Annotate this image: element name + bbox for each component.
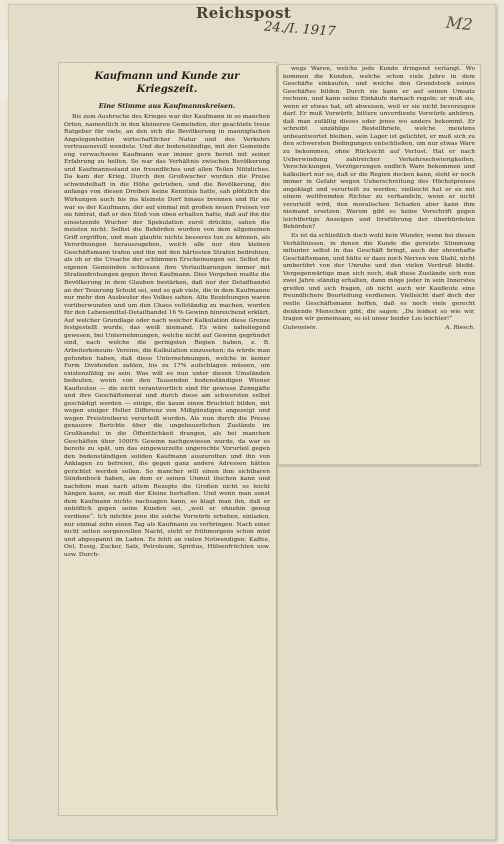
article-title [64, 70, 270, 96]
signature-author: A. Riesch. [445, 324, 475, 331]
article-paragraph: Bis zum Ausbruche des Krieges war der Kaufmann in so manchen Orten, namentlich in den kleineren Gemeinden, der geachtete treue Ratgeber für viele, an den sich die Bevölkerung in mannigfachen Angelegenheiten wirtschaftlicher Natur und des Verkehrs vertrauensvoll wendete. Und der bodenständige, mit der Gemeinde eng verwachsene Kaufmann war immer gern bereit mit seiner Erfahrung zu helfen. So war das Verhältnis zwischen Bevölkerung und Kaufmannsstand ein freundliches und allen Teilen Nützliches. Da kam der Krieg. Durch den Großwucher wurden die Preise schwindelhaft in die Höhe getrieben, und die Bevölkerung, die anfangs von diesen Dreiben keine Kenntnis hatte, sah plötzlich die Wirkungen auch bis ins kleinste Dorf hinaus brennen und für sie war es der Kaufmann, der auf einmal mit großen neuen Preisen vor sie hintrat, daß er den Stoß von oben erhalten hatte, daß auf ihn die einsetzende Wucher der Spekulation zurst drückte, sahen die meisten nicht. Selbst die Behörden wurden von dem allgemeinen Griff ergriffen, und man glaubte nichts besseres tun zu können, als Verordnungen herauszugeben, welch alle nur den kleinen Geschäftsmann trafen und ihn mit den härtesten Strafen bedrohten, als ob er die Ursache der schlimmen Erscheinungen sei. Selbst die eigenen Gemeinden schlossen ihre Verlautbarungen immer mit Strafandrohungen gegen ihren Kaufmann. Dies Vorgehen mußte die Bevölkerung in dem Glauben bestärken, daß nur der Detailhandel an der Teuerung Schuld sei, und so gab viele, die in dem Kaufmanne nur mehr den Ausbeuter des Volkes sahen. Alte Beziehungen waren vorüberwunden und um den Chaos vollständig zu machen, wurden für den Lebensmittel-Detailhandel 16 % Gewinn hinreichend erklärt. Auf welcher Grundlage oder nach welcher Kalkulation diese Grenze festgestellt wurde, das weiß niemand. Es wäre naheliegend gewesen, bei Unternehmungen, welche nicht auf Gewinn gegründet sind, nach welche die geringsten Regien haben, z. B. Arbeiterkonsum- Vereine, die Kalkulation einzusehen; da würde man gefunden haben, daß diese Unternehmungen, welche in keiner Form Dividenden zahlen, bis zu 17% aufschlagen müssen, um existenzfähig zu sein. Was will es nun unter diesen Umständen bedeuten, wenn von den Tausenden bodenständigen Wiener Kaufleuten — die nicht verantwortlich sind für gewisse Zunngäfte und ihre Geschäftsmoral und durch diese am schwersten selbst geschädigt werden — einige, die kaum einen Bruchteil bilden, mit wegen einiger Heller Differenz von Mißgünstigen angezeigt und wegen Preistreiberei verurteilt wurden. Als nun durch die Presse genauere Berichte über die ungeheuerlichen Zustände im Großhandel in die Öffentlichkeit drangen, als bei manchen Geschäften über 1000% Gewinn nachgewiesen wurde, da war es bereits zu spät, um das eingewurzelte ungerechte Vorurteil gegen den bodenständigen soliden Kaufmann auszurotten und ihn von Anklagen zu befreien, die gegen ganz andere Adressen hätten gerichtet werden sollen. So mancher will einen ihm sichtbaren Sündenbock haben, an dem er seinen Unmut löschen kann und nachdem man nach altem Rezepte die Großen nicht so leicht hängen kann, so muß der Kleine herhalten. Und wenn man sonst dem Kaufmann nichts nachsagen kann, so klagt man ihn, daß er unhöflich gegen seine Kunden sei, „weil er ohnehin genug verdiene“. Ich möchte jene die solche Vorwürfe erheben, einladen, nur einmal zehn einen Tag als Kaufmann zu verbringen. Nach einer nicht selten sorgenvollen Nacht, steht er frühmorgens schon müd und abgespannt im Laden. Es fehlt an vielen Notwendigen: Kaffee, Oel, Essig, Zucker, Salz, Petroleum, Spiritus, Hülsenfrüchten usw. usw. Durch- [64, 114, 271, 558]
newspaper-masthead: Reichspost [196, 4, 292, 22]
article-paragraph: wegs Waren, welche jede Kunde dringend verlangt. Wo kommen die Kunden, welche schon viele Jahre in dem Geschäfte einkaufen, und welche den Grundstock seines Geschäftes bilden. Durch sie kann er auf seinen Umsatz rechnen, und kann seine Einkäufe darnach regeln; er muß sie, wenn er etwas hat, oft abweisen, weil er sie nicht bevorzugen darf. Er muß Vorwürfe, bittere unverdiente Vorwürfe anhören, daß man zufällig dieses oder jenes wo anders bekommt. Er schreibt unzählige Bestellbriefe, welche meistens unbeantwortet bleiben, sein Lager ist gelichtet, er muß sich zu den schwersten Bedingungen entschließen, um nur etwas Ware zu bekommen, ohne Rücksicht auf Verlust. Hat er nach Ueberwindung zahlreicher Verkehrsschwierigkeiten, Verschickungen, Verzögerungen endlich Ware bekommen und kalkuliert nur so, daß er die Regien decken kann, steht er noch immer in Gefahr wegen Ueberschreitung des Höchstpreises angeklagt und verurteilt zu werden; vielleicht hat er es mit einem weltfremden Richter zu verhandeln, wenn er nicht verurteilt wird, den moralischen Schaden aber kann ihm niemand ersetzen. Warum gibt es keine Vorschrift gegen leichtfertige Anzeigen und Irreführung der überbürdeten Behörden? [283, 66, 475, 231]
article-body-left [64, 114, 270, 559]
handwritten-date: 24./I. 1917 [263, 19, 336, 40]
clipping-bottom-edge [278, 464, 479, 467]
sheet-edge [0, 40, 8, 100]
article-body-right [283, 66, 475, 332]
handwritten-archive-mark: M2 [445, 12, 474, 35]
article-title-line-1: Kaufmann und Kunde zur [94, 71, 240, 82]
article-title-line-2: Kriegszeit. [136, 84, 198, 95]
article-subtitle: Eine Stimme aus Kaufmannskreisen. [98, 102, 236, 110]
article-signature [283, 325, 475, 333]
signature-place: Gutenstein. [283, 324, 318, 331]
article-paragraph: Es ist da schließlich doch wohl kein Wunder, wenn bei diesen Verhältnissen, in denen die Kunde die gereizte Stimmung mitunter selbst in das Geschäft bringt, auch der ehrenhafte Geschäftsmann, und hätte er dazu noch Nerven von Stahl, nicht umberührt von der Unruhe und den vielen Verdruß bleibt. Vergegenwärtige man sich noch, daß diese Zustände sich nun zwei Jahre ständig erhalten, dann möge jeder in sein Innerstes greifen und sich fragen, ob nicht auch wir Kaufleute eine freundlichere Beurteilung verdienen. Vielleicht darf doch der reelle Geschäftsmann hoffen, daß es noch viele gerecht denkende Menschen gibt, die sagen: „Du leidest so wie wir, tragen wir gemeinsam, so ist unser beider Los leichter!“ [283, 233, 475, 323]
column-divider [276, 66, 277, 810]
